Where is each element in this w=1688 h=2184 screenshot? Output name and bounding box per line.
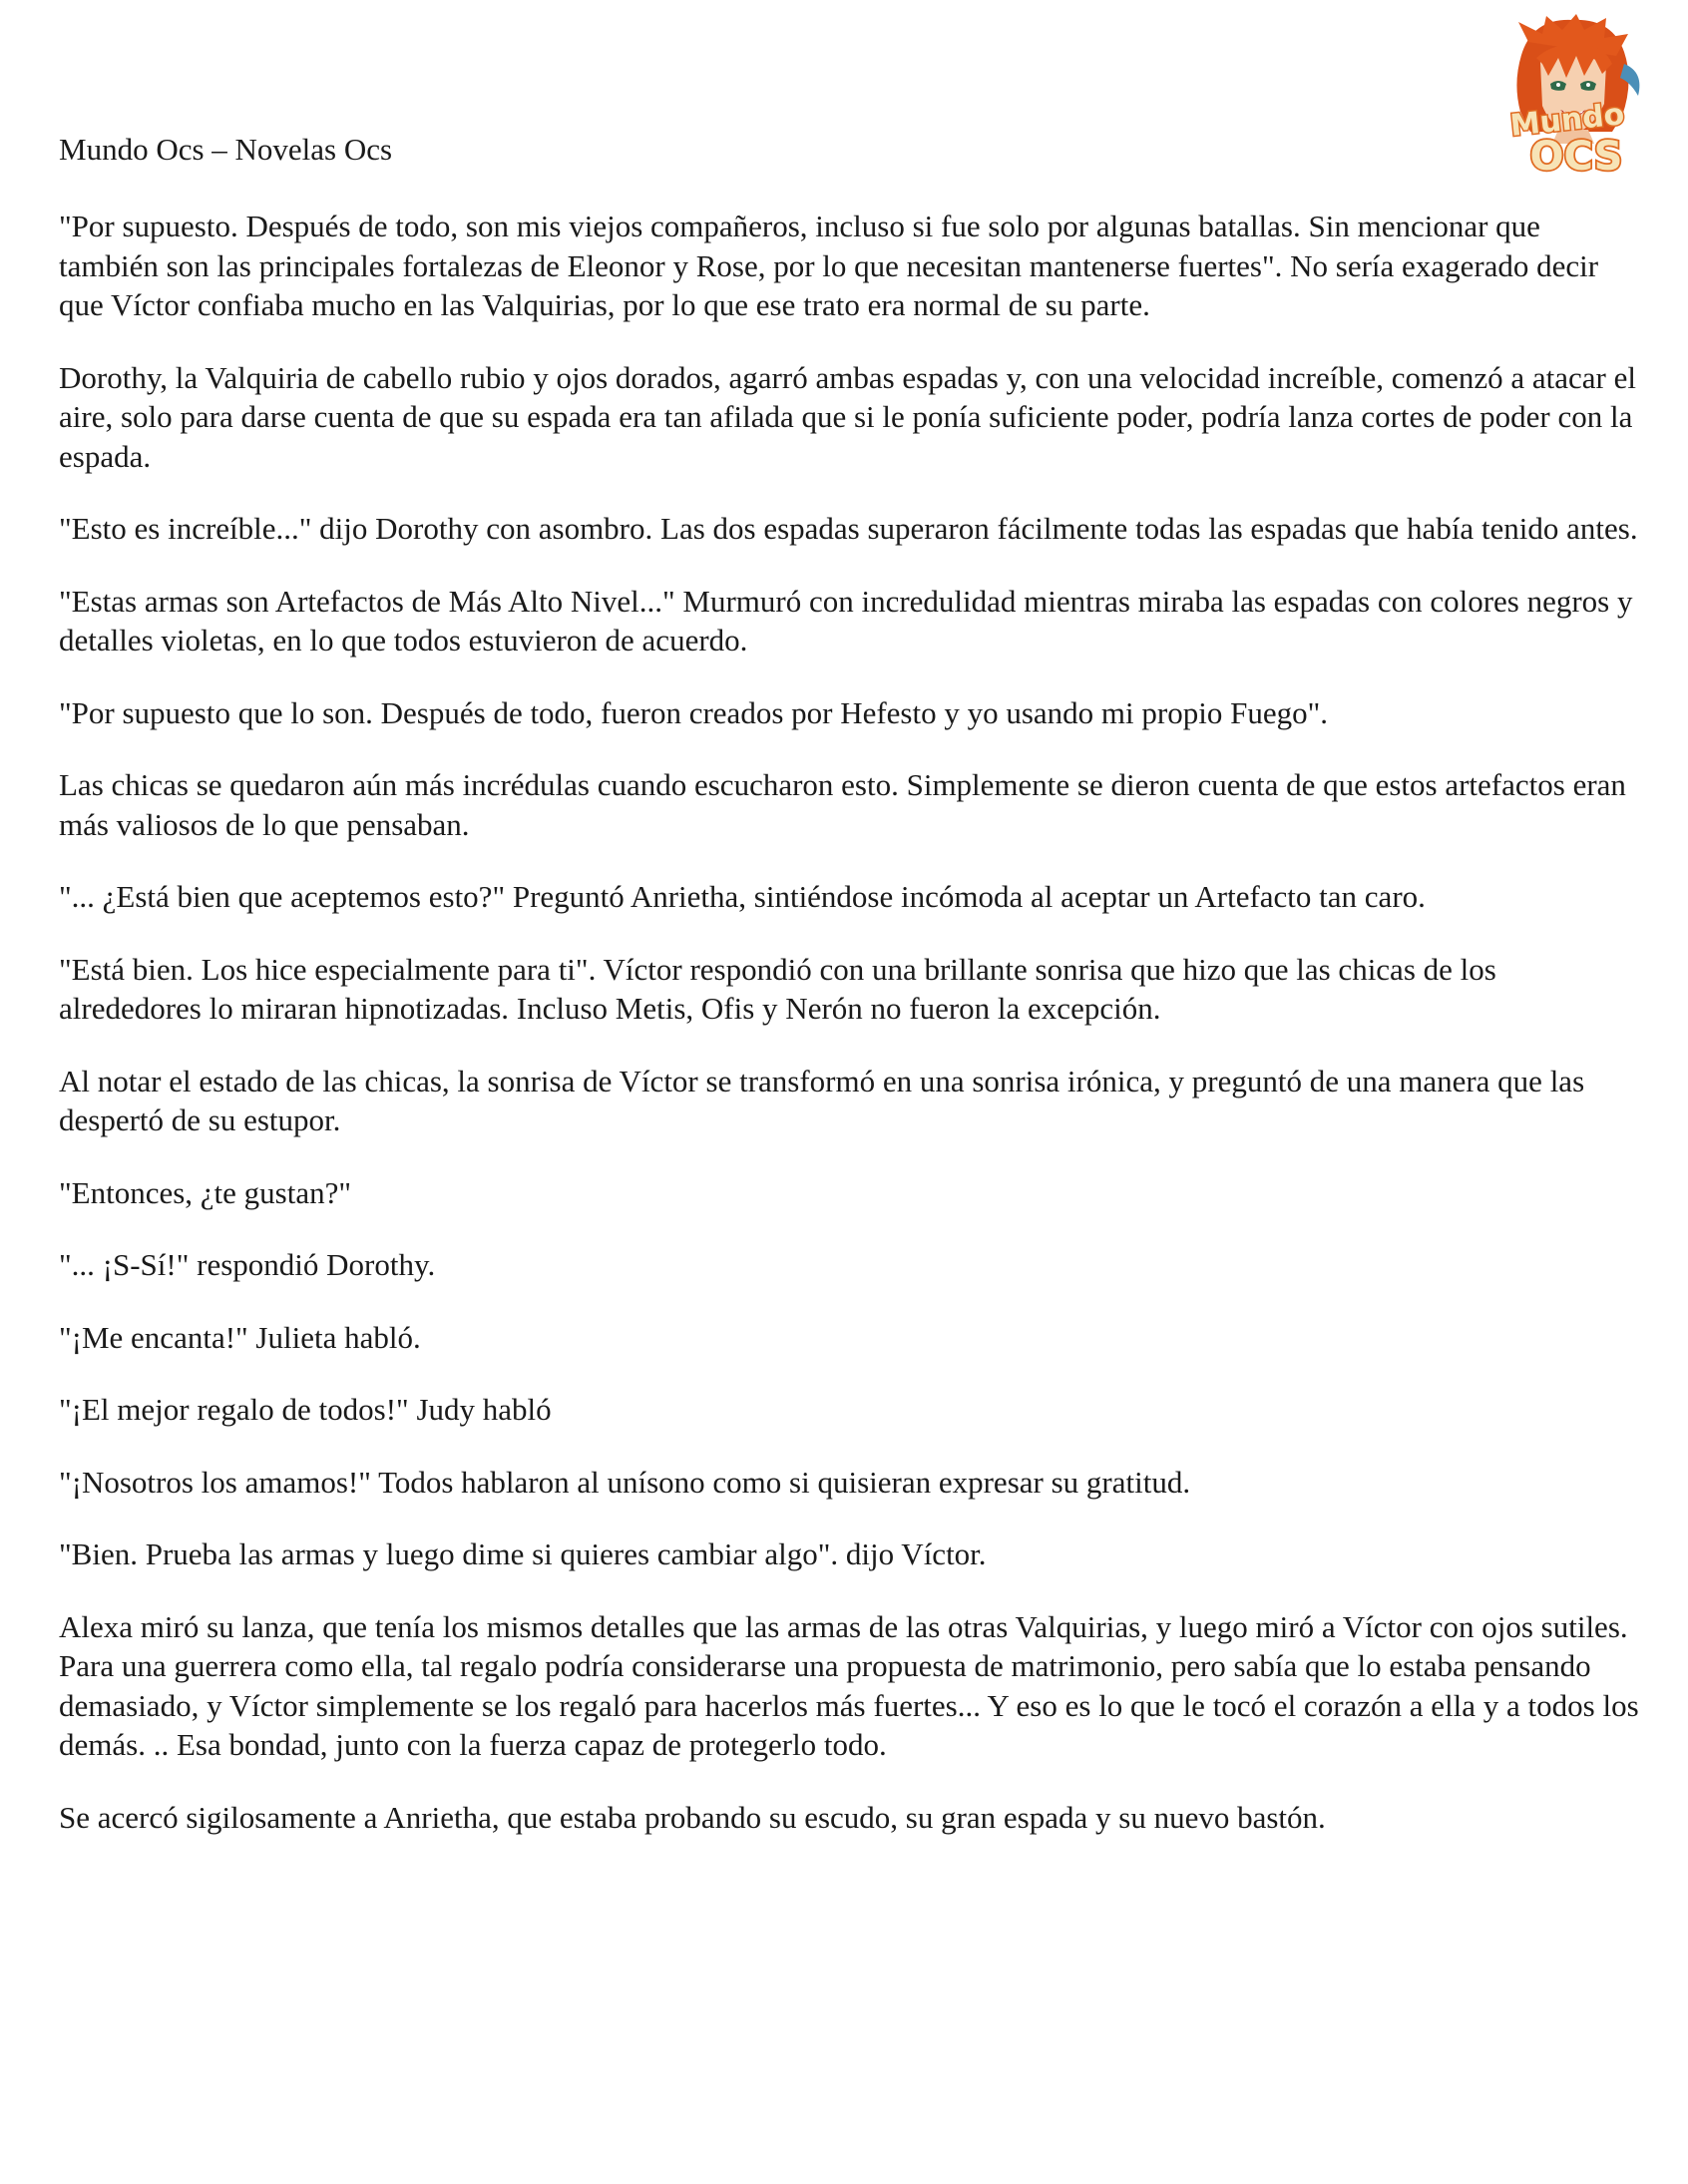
paragraph: "Entonces, ¿te gustan?" — [59, 1174, 352, 1210]
paragraph: Las chicas se quedaron aún más incrédulas cuando escucharon esto. Simplemente se dieron cuenta de que estos artefactos eran más valiosos de lo que pensaban. — [59, 767, 1626, 842]
paragraph: "Esto es increíble..." dijo Dorothy con asombro. Las dos espadas superaron fácilmente todas las espadas que había tenido antes. — [59, 511, 1638, 546]
document-body — [59, 207, 1645, 1870]
paragraph: "Está bien. Los hice especialmente para ti". Víctor respondió con una brillante sonrisa que hizo que las chicas de los alrededores lo miraran hipnotizadas. Incluso Metis, Ofis y Nerón no fueron la excepción. — [59, 951, 1496, 1026]
svg-text:OCS: OCS — [1529, 134, 1623, 180]
paragraph: "¡Me encanta!" Julieta habló. — [59, 1319, 421, 1355]
paragraph: "... ¡S-Sí!" respondió Dorothy. — [59, 1247, 436, 1282]
paragraph: "... ¿Está bien que aceptemos esto?" Preguntó Anrietha, sintiéndose incómoda al aceptar un Artefacto tan caro. — [59, 879, 1426, 914]
paragraph: "Por supuesto. Después de todo, son mis viejos compañeros, incluso si fue solo por algunas batallas. Sin mencionar que también son las principales fortalezas de Eleonor y Rose, por lo que necesitan mantenerse fuertes". No sería exagerado decir que Víctor confiaba mucho en las Valquirias, por lo que ese trato era normal de su parte. — [59, 209, 1599, 322]
paragraph: Dorothy, la Valquiria de cabello rubio y ojos dorados, agarró ambas espadas y, con una velocidad increíble, comenzó a atacar el aire, solo para darse cuenta de que su espada era tan afilada que si le ponía suficiente poder, podría lanza cortes de poder con la espada. — [59, 359, 1636, 474]
svg-text:Mundo: Mundo — [1508, 97, 1626, 144]
page-header: Mundo Ocs – Novelas Ocs — [59, 132, 393, 167]
anime-girl-logo-icon — [1484, 12, 1654, 184]
paragraph: "Por supuesto que lo son. Después de todo, fueron creados por Hefesto y yo usando mi propio Fuego". — [59, 694, 1328, 730]
paragraph: Al notar el estado de las chicas, la sonrisa de Víctor se transformó en una sonrisa irónica, y preguntó de una manera que las despertó de su estupor. — [59, 1063, 1585, 1137]
paragraph: "¡El mejor regalo de todos!" Judy habló — [59, 1392, 552, 1427]
paragraph: Alexa miró su lanza, que tenía los mismos detalles que las armas de las otras Valquirias, y luego miró a Víctor con ojos sutiles. Para una guerrera como ella, tal regalo podría considerarse una propuesta de matrimonio, pero sabía que lo estaba pensando demasiado, y Víctor simplemente se los regaló para hacerlos más fuertes... Y eso es lo que le tocó el corazón a ella y a todos los demás. .. Esa bondad, junto con la fuerza capaz de protegerlo todo. — [59, 1608, 1639, 1762]
paragraph: "Bien. Prueba las armas y luego dime si quieres cambiar algo". dijo Víctor. — [59, 1536, 987, 1571]
paragraph: "¡Nosotros los amamos!" Todos hablaron al unísono como si quisieran expresar su gratitud. — [59, 1464, 1191, 1500]
paragraph: Se acercó sigilosamente a Anrietha, que estaba probando su escudo, su gran espada y su nuevo bastón. — [59, 1799, 1326, 1835]
paragraph: "Estas armas son Artefactos de Más Alto Nivel..." Murmuró con incredulidad mientras miraba las espadas con colores negros y detalles violetas, en lo que todos estuvieron de acuerdo. — [59, 583, 1633, 657]
site-logo — [1484, 12, 1654, 184]
